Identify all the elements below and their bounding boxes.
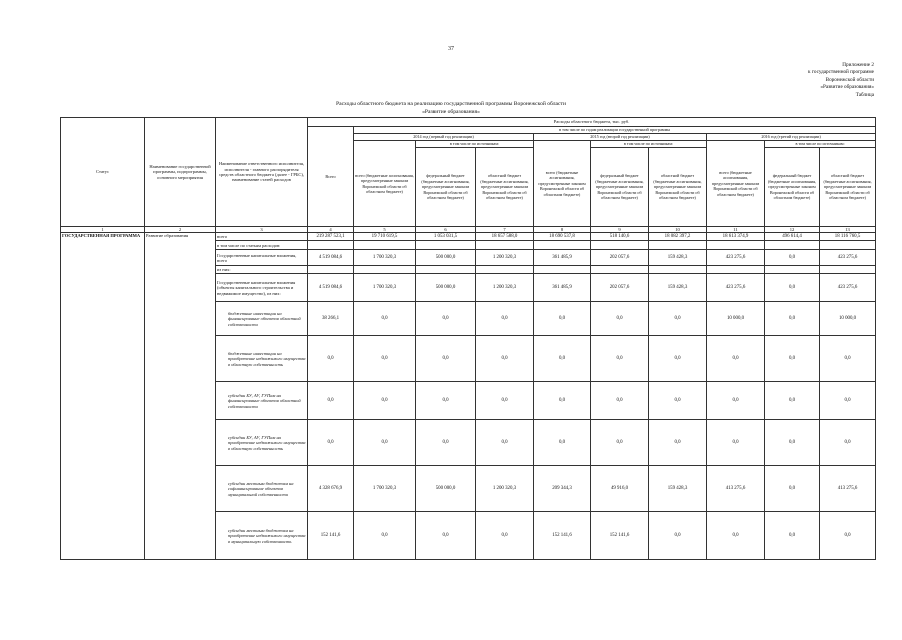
title-line: Расходы областного бюджета на реализацию государственной программы Воронежской области	[336, 101, 566, 107]
table-row	[61, 233, 876, 241]
value-cell: 1 700 320,3	[354, 250, 416, 266]
value-cell: 518 140,6	[591, 233, 649, 241]
value-cell: 361 485,9	[534, 274, 591, 302]
document-title	[0, 101, 902, 116]
value-cell: 0,0	[476, 336, 534, 382]
row-label: бюджетные инвестиции на финансирование объектов областной собственности	[216, 302, 308, 336]
value-cell: 1 053 031,5	[416, 233, 476, 241]
value-cell: 152 141,6	[534, 512, 591, 560]
value-cell: 0,0	[765, 302, 820, 336]
value-cell	[707, 266, 765, 274]
value-cell: 202 057,6	[591, 274, 649, 302]
value-cell: 413 275,6	[820, 466, 876, 512]
header-col-total-2015: всего (бюджетные ассигнования, предусмотренные законом Воронежской области об областном бюджете)	[534, 141, 591, 227]
value-cell	[476, 241, 534, 250]
value-cell: 0,0	[476, 420, 534, 466]
value-cell: 18 082 397,2	[649, 233, 707, 241]
value-cell: 0,0	[707, 512, 765, 560]
value-cell: 202 057,6	[591, 250, 649, 266]
value-cell	[534, 266, 591, 274]
header-col-total-2016: всего (бюджетные ассигнования, предусмотренные законом Воронежской области об областном бюджете)	[707, 141, 765, 227]
appendix-note	[808, 62, 874, 99]
value-cell: 0,0	[534, 382, 591, 420]
header-sources-2014: в том числе по источникам:	[416, 141, 534, 148]
value-cell: 219 287 523,1	[308, 233, 354, 241]
value-cell: 0,0	[820, 420, 876, 466]
value-cell: 0,0	[649, 382, 707, 420]
value-cell	[476, 266, 534, 274]
value-cell: 0,0	[534, 302, 591, 336]
value-cell: 0,0	[476, 512, 534, 560]
value-cell	[765, 266, 820, 274]
header-responsible: Наименование ответственного исполнителя, исполнителя - главного распорядителя средств областного бюджета (далее - ГРБС), наименование статей расходов	[216, 118, 308, 227]
value-cell: 209 344,3	[534, 466, 591, 512]
appendix-line: «Развитие образования»	[820, 84, 874, 91]
value-cell: 49 916,0	[591, 466, 649, 512]
value-cell: 0,0	[476, 302, 534, 336]
value-cell: 0,0	[591, 420, 649, 466]
program-name: Развитие образования	[145, 233, 216, 560]
value-cell	[820, 266, 876, 274]
table-body	[61, 233, 876, 560]
value-cell: 0,0	[416, 420, 476, 466]
column-number: 7	[476, 227, 534, 233]
header-status: Статус	[61, 118, 145, 227]
row-label: бюджетные инвестиции на приобретение недвижимого имущества в областную собственность	[216, 336, 308, 382]
column-number: 10	[649, 227, 707, 233]
value-cell	[416, 266, 476, 274]
value-cell: 0,0	[534, 420, 591, 466]
column-number: 11	[707, 227, 765, 233]
value-cell: 0,0	[591, 302, 649, 336]
value-cell	[308, 266, 354, 274]
value-cell: 152 141,6	[591, 512, 649, 560]
value-cell: 10 000,0	[820, 302, 876, 336]
value-cell: 1 700 320,3	[354, 466, 416, 512]
header-federal-2014: федеральный бюджет (бюджетные ассигнования, предусмотренные законом Воронежской области об областном бюджете)	[416, 148, 476, 227]
value-cell: 0,0	[416, 382, 476, 420]
value-cell: 4 328 676,9	[308, 466, 354, 512]
value-cell	[354, 241, 416, 250]
value-cell: 1 200 320,3	[476, 466, 534, 512]
value-cell	[649, 266, 707, 274]
title-line: «Развитие образования»	[422, 108, 480, 115]
value-cell: 0,0	[820, 512, 876, 560]
value-cell: 0,0	[649, 302, 707, 336]
column-number: 13	[820, 227, 876, 233]
value-cell: 4 519 084,6	[308, 274, 354, 302]
value-cell: 500 000,0	[416, 274, 476, 302]
row-label: субсидии местным бюджетам на софинансирование объектов муниципальной собственности	[216, 466, 308, 512]
appendix-line: к государственной программе	[808, 69, 874, 76]
value-cell: 0,0	[591, 336, 649, 382]
row-label: субсидии БУ, АУ, ГУПам на приобретение недвижимого имущества в областную собственность	[216, 420, 308, 466]
header-budget-expenses: Расходы областного бюджета, тыс. руб.	[308, 118, 876, 127]
value-cell: 0,0	[820, 382, 876, 420]
value-cell: 0,0	[416, 302, 476, 336]
program-status: ГОСУДАРСТВЕННАЯ ПРОГРАММА	[61, 233, 145, 560]
value-cell: 159 428,3	[649, 274, 707, 302]
row-label: всего	[216, 233, 308, 241]
value-cell: 0,0	[308, 382, 354, 420]
value-cell: 18 613 374,9	[707, 233, 765, 241]
value-cell	[649, 241, 707, 250]
value-cell	[765, 241, 820, 250]
value-cell: 0,0	[416, 336, 476, 382]
header-regional-2014: областной бюджет (бюджетные ассигнования, предусмотренные законом Воронежской области об областном бюджете)	[476, 148, 534, 227]
value-cell	[820, 241, 876, 250]
value-cell	[416, 241, 476, 250]
value-cell: 19 710 619,5	[354, 233, 416, 241]
row-label: субсидии местным бюджетам на приобретение недвижимого имущества в муниципальную собственность	[216, 512, 308, 560]
value-cell	[591, 266, 649, 274]
value-cell: 0,0	[649, 420, 707, 466]
value-cell: 0,0	[534, 336, 591, 382]
value-cell: 159 428,3	[649, 250, 707, 266]
row-label: в том числе по статьям расходов:	[216, 241, 308, 250]
header-by-years: в том числе по годам реализации государственной программы	[354, 127, 876, 134]
value-cell: 0,0	[476, 382, 534, 420]
column-number: 4	[308, 227, 354, 233]
column-number: 12	[765, 227, 820, 233]
header-federal-2015: федеральный бюджет (бюджетные ассигнования, предусмотренные законом Воронежской области об областном бюджете)	[591, 148, 649, 227]
column-number: 9	[591, 227, 649, 233]
value-cell: 423 275,6	[820, 250, 876, 266]
value-cell: 1 700 320,3	[354, 274, 416, 302]
column-number: 2	[145, 227, 216, 233]
column-number: 6	[416, 227, 476, 233]
value-cell: 18 690 537,8	[534, 233, 591, 241]
value-cell: 0,0	[354, 302, 416, 336]
budget-table	[60, 117, 876, 560]
value-cell	[534, 241, 591, 250]
value-cell: 0,0	[765, 466, 820, 512]
value-cell: 423 275,6	[707, 274, 765, 302]
row-label: Государственные капитальные вложения (объекты капитального строительства и недвижимое имущество), из них:	[216, 274, 308, 302]
value-cell: 18 116 760,5	[820, 233, 876, 241]
header-year-2015: 2015 год (второй год реализации)	[534, 134, 707, 141]
appendix-line: Приложение 2	[842, 62, 874, 68]
value-cell: 0,0	[308, 420, 354, 466]
column-number: 3	[216, 227, 308, 233]
header-regional-2015: областной бюджет (бюджетные ассигнования, предусмотренные законом Воронежской области об областном бюджете)	[649, 148, 707, 227]
value-cell: 0,0	[765, 336, 820, 382]
value-cell: 0,0	[765, 512, 820, 560]
header-col-total-2014: всего (бюджетные ассигнования, предусмотренные законом Воронежской области об областном бюджете)	[354, 141, 416, 227]
appendix-line: Воронежской области	[825, 76, 874, 83]
value-cell: 1 200 320,3	[476, 250, 534, 266]
value-cell: 423 275,6	[820, 274, 876, 302]
value-cell: 0,0	[354, 512, 416, 560]
column-number: 1	[61, 227, 145, 233]
value-cell: 0,0	[354, 420, 416, 466]
header-federal-2016: федеральный бюджет (бюджетные ассигнования, предусмотренные законом Воронежской области об областном бюджете)	[765, 148, 820, 227]
value-cell: 0,0	[820, 336, 876, 382]
value-cell	[707, 241, 765, 250]
value-cell: 0,0	[354, 382, 416, 420]
value-cell: 0,0	[765, 250, 820, 266]
appendix-line: Таблица	[855, 91, 874, 98]
value-cell: 0,0	[591, 382, 649, 420]
value-cell: 496 614,4	[765, 233, 820, 241]
value-cell: 10 000,0	[707, 302, 765, 336]
value-cell: 361 485,9	[534, 250, 591, 266]
value-cell: 38 266,1	[308, 302, 354, 336]
value-cell: 18 657 588,0	[476, 233, 534, 241]
value-cell: 500 000,0	[416, 466, 476, 512]
value-cell: 0,0	[765, 382, 820, 420]
header-program-name: Наименование государственной программы, подпрограммы, основного мероприятия	[145, 118, 216, 227]
value-cell: 0,0	[649, 336, 707, 382]
row-label: из них:	[216, 266, 308, 274]
header-regional-2016: областной бюджет (бюджетные ассигнования, предусмотренные законом Воронежской области об областном бюджете)	[820, 148, 876, 227]
row-label: субсидии БУ, АУ, ГУПам на финансирование объектов областной собственности	[216, 382, 308, 420]
value-cell	[308, 241, 354, 250]
value-cell: 0,0	[649, 512, 707, 560]
value-cell	[591, 241, 649, 250]
value-cell: 1 200 320,3	[476, 274, 534, 302]
page-number: 37	[448, 46, 454, 52]
value-cell: 0,0	[707, 420, 765, 466]
value-cell: 423 275,6	[707, 250, 765, 266]
value-cell: 4 519 084,6	[308, 250, 354, 266]
value-cell: 0,0	[354, 336, 416, 382]
header-total: Всего	[308, 127, 354, 227]
value-cell: 152 141,6	[308, 512, 354, 560]
value-cell: 413 275,6	[707, 466, 765, 512]
header-sources-2015: в том числе по источникам:	[591, 141, 707, 148]
value-cell: 0,0	[765, 274, 820, 302]
value-cell: 0,0	[308, 336, 354, 382]
value-cell: 159 428,3	[649, 466, 707, 512]
value-cell	[354, 266, 416, 274]
value-cell: 0,0	[707, 382, 765, 420]
column-number: 5	[354, 227, 416, 233]
value-cell: 0,0	[765, 420, 820, 466]
column-number: 8	[534, 227, 591, 233]
value-cell: 0,0	[416, 512, 476, 560]
row-label: Государственные капитальные вложения, всего	[216, 250, 308, 266]
value-cell: 0,0	[707, 336, 765, 382]
header-year-2016: 2016 год (третий год реализации)	[707, 134, 876, 141]
header-year-2014: 2014 год (первый год реализации)	[354, 134, 534, 141]
value-cell: 500 000,0	[416, 250, 476, 266]
header-sources-2016: в том числе по источникам:	[765, 141, 876, 148]
